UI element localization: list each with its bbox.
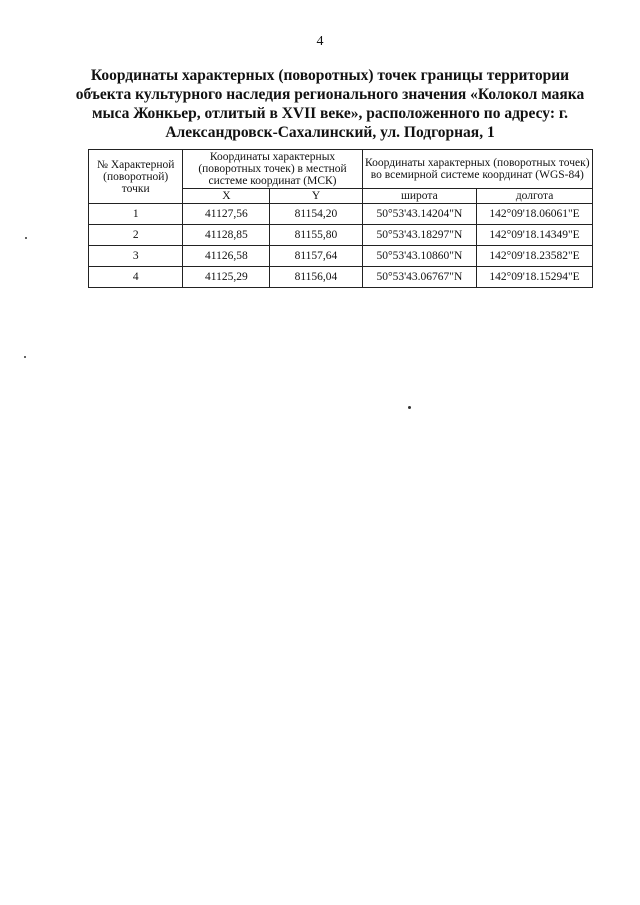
cell-point-number: 3 bbox=[89, 246, 183, 267]
title-line-4: Александровск-Сахалинский, ул. Подгорная, 1 bbox=[165, 124, 495, 141]
header-point-number: № Характерной (поворотной) точки bbox=[89, 150, 183, 204]
header-longitude: долгота bbox=[477, 189, 593, 204]
cell-latitude: 50°53'43.10860"N bbox=[362, 246, 477, 267]
coordinates-table bbox=[88, 149, 593, 288]
table-header-row bbox=[89, 150, 593, 189]
table-row bbox=[89, 246, 593, 267]
cell-latitude: 50°53'43.18297"N bbox=[362, 225, 477, 246]
scan-speck bbox=[24, 356, 26, 358]
cell-point-number: 1 bbox=[89, 204, 183, 225]
cell-longitude: 142°09'18.15294"E bbox=[477, 267, 593, 288]
cell-x: 41125,29 bbox=[183, 267, 270, 288]
scan-speck bbox=[25, 237, 27, 239]
header-latitude: широта bbox=[362, 189, 477, 204]
page-number: 4 bbox=[316, 34, 324, 49]
header-wgs84-coordinates: Координаты характерных (поворотных точек) во всемирной системе координат (WGS-84) bbox=[362, 150, 592, 189]
document-title bbox=[70, 66, 590, 142]
scan-speck bbox=[408, 406, 411, 409]
cell-latitude: 50°53'43.14204"N bbox=[362, 204, 477, 225]
cell-x: 41127,56 bbox=[183, 204, 270, 225]
cell-point-number: 2 bbox=[89, 225, 183, 246]
cell-y: 81157,64 bbox=[270, 246, 362, 267]
cell-x: 41128,85 bbox=[183, 225, 270, 246]
header-x: X bbox=[183, 189, 270, 204]
cell-longitude: 142°09'18.14349"E bbox=[477, 225, 593, 246]
cell-x: 41126,58 bbox=[183, 246, 270, 267]
cell-longitude: 142°09'18.06061"E bbox=[477, 204, 593, 225]
cell-latitude: 50°53'43.06767"N bbox=[362, 267, 477, 288]
table-row bbox=[89, 267, 593, 288]
cell-point-number: 4 bbox=[89, 267, 183, 288]
table-row bbox=[89, 204, 593, 225]
title-line-3: мыса Жонкьер, отлитый в XVII веке», расположенного по адресу: г. bbox=[91, 105, 569, 122]
cell-y: 81156,04 bbox=[270, 267, 362, 288]
cell-longitude: 142°09'18.23582"E bbox=[477, 246, 593, 267]
cell-y: 81155,80 bbox=[270, 225, 362, 246]
title-line-1: Координаты характерных (поворотных) точек границы территории bbox=[90, 67, 570, 84]
cell-y: 81154,20 bbox=[270, 204, 362, 225]
header-msk-coordinates: Координаты характерных (поворотных точек) в местной системе координат (МСК) bbox=[183, 150, 362, 189]
header-y: Y bbox=[270, 189, 362, 204]
title-line-2: объекта культурного наследия регионального значения «Колокол маяка bbox=[75, 86, 585, 103]
table-row bbox=[89, 225, 593, 246]
